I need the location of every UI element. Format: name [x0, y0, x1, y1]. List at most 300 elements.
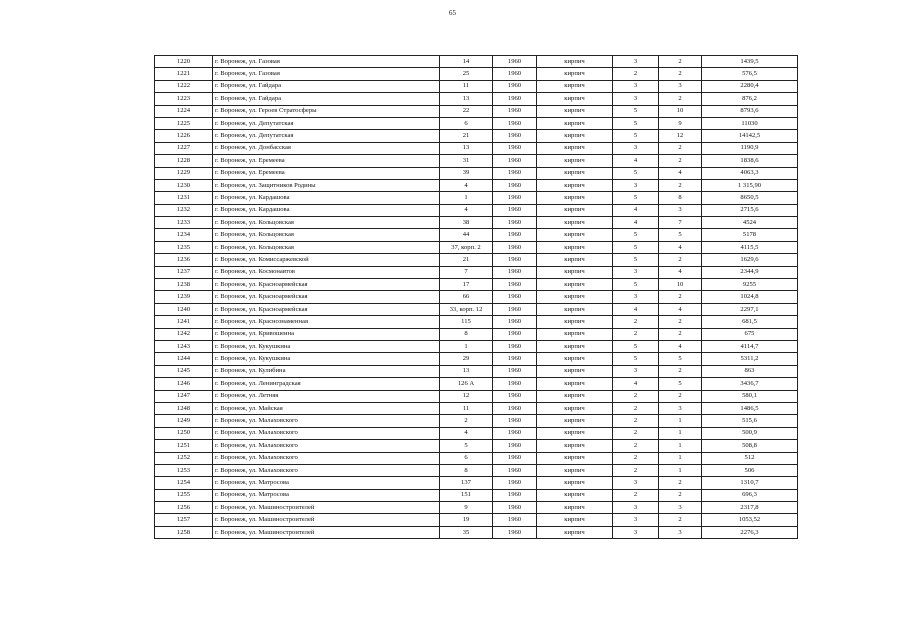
cell-house-number: 126 А	[440, 378, 493, 390]
cell-house-number: 9	[440, 502, 493, 514]
cell-floors: 2	[613, 452, 659, 464]
cell-wall-material: кирпич	[537, 415, 613, 427]
cell-floors: 3	[613, 56, 659, 68]
cell-row-number: 1254	[155, 477, 213, 489]
cell-floors: 5	[613, 117, 659, 129]
cell-year: 1960	[493, 93, 537, 105]
cell-wall-material: кирпич	[537, 142, 613, 154]
table-row	[155, 105, 798, 117]
table-row	[155, 204, 798, 216]
cell-house-number: 35	[440, 526, 493, 538]
table-row	[155, 526, 798, 538]
cell-area: 576,5	[702, 68, 798, 80]
cell-entrances: 2	[659, 68, 702, 80]
cell-wall-material: кирпич	[537, 68, 613, 80]
cell-floors: 3	[613, 80, 659, 92]
cell-floors: 3	[613, 142, 659, 154]
cell-house-number: 8	[440, 464, 493, 476]
cell-entrances: 2	[659, 291, 702, 303]
cell-house-number: 39	[440, 167, 493, 179]
cell-house-number: 38	[440, 217, 493, 229]
cell-row-number: 1234	[155, 229, 213, 241]
cell-entrances: 8	[659, 192, 702, 204]
cell-row-number: 1243	[155, 340, 213, 352]
cell-row-number: 1246	[155, 378, 213, 390]
cell-address: г. Воронеж, ул. Малаховского	[213, 415, 440, 427]
cell-house-number: 7	[440, 266, 493, 278]
cell-area: 1629,6	[702, 254, 798, 266]
cell-floors: 3	[613, 365, 659, 377]
cell-address: г. Воронеж, ул. Кукушкина	[213, 340, 440, 352]
cell-row-number: 1253	[155, 464, 213, 476]
cell-area: 1024,8	[702, 291, 798, 303]
table-row	[155, 440, 798, 452]
cell-entrances: 2	[659, 489, 702, 501]
cell-year: 1960	[493, 427, 537, 439]
housing-registry-table	[154, 55, 798, 539]
cell-row-number: 1257	[155, 514, 213, 526]
cell-wall-material: кирпич	[537, 241, 613, 253]
cell-entrances: 7	[659, 217, 702, 229]
cell-area: 1190,9	[702, 142, 798, 154]
cell-year: 1960	[493, 80, 537, 92]
cell-wall-material: кирпич	[537, 464, 613, 476]
cell-area: 2715,6	[702, 204, 798, 216]
cell-wall-material: кирпич	[537, 340, 613, 352]
table-row	[155, 217, 798, 229]
cell-address: г. Воронеж, ул. Ленинградская	[213, 378, 440, 390]
cell-year: 1960	[493, 241, 537, 253]
cell-address: г. Воронеж, ул. Газовая	[213, 68, 440, 80]
cell-row-number: 1223	[155, 93, 213, 105]
cell-year: 1960	[493, 452, 537, 464]
cell-entrances: 2	[659, 390, 702, 402]
cell-area: 500,9	[702, 427, 798, 439]
cell-house-number: 11	[440, 80, 493, 92]
cell-floors: 2	[613, 402, 659, 414]
cell-year: 1960	[493, 56, 537, 68]
cell-wall-material: кирпич	[537, 254, 613, 266]
cell-address: г. Воронеж, ул. Защитников Родины	[213, 179, 440, 191]
cell-floors: 5	[613, 192, 659, 204]
cell-entrances: 12	[659, 130, 702, 142]
cell-row-number: 1250	[155, 427, 213, 439]
table-row	[155, 365, 798, 377]
cell-house-number: 66	[440, 291, 493, 303]
cell-address: г. Воронеж, ул. Гайдара	[213, 93, 440, 105]
cell-area: 863	[702, 365, 798, 377]
cell-floors: 5	[613, 279, 659, 291]
cell-house-number: 25	[440, 68, 493, 80]
cell-entrances: 2	[659, 477, 702, 489]
table-row	[155, 117, 798, 129]
table-row	[155, 279, 798, 291]
cell-floors: 5	[613, 130, 659, 142]
cell-wall-material: кирпич	[537, 390, 613, 402]
cell-address: г. Воронеж, ул. Кукушкина	[213, 353, 440, 365]
cell-floors: 3	[613, 514, 659, 526]
cell-year: 1960	[493, 353, 537, 365]
cell-floors: 3	[613, 291, 659, 303]
cell-house-number: 11	[440, 402, 493, 414]
cell-entrances: 4	[659, 340, 702, 352]
cell-floors: 2	[613, 390, 659, 402]
cell-house-number: 115	[440, 316, 493, 328]
table-row	[155, 167, 798, 179]
cell-floors: 4	[613, 378, 659, 390]
cell-area: 5311,2	[702, 353, 798, 365]
table-row	[155, 68, 798, 80]
cell-house-number: 151	[440, 489, 493, 501]
cell-floors: 3	[613, 93, 659, 105]
cell-entrances: 3	[659, 402, 702, 414]
cell-house-number: 21	[440, 254, 493, 266]
cell-floors: 3	[613, 266, 659, 278]
cell-address: г. Воронеж, ул. Комиссаржевской	[213, 254, 440, 266]
cell-house-number: 4	[440, 204, 493, 216]
cell-wall-material: кирпич	[537, 155, 613, 167]
cell-row-number: 1239	[155, 291, 213, 303]
cell-year: 1960	[493, 279, 537, 291]
cell-row-number: 1231	[155, 192, 213, 204]
cell-house-number: 13	[440, 142, 493, 154]
table-row	[155, 179, 798, 191]
cell-house-number: 4	[440, 179, 493, 191]
cell-row-number: 1220	[155, 56, 213, 68]
cell-floors: 3	[613, 179, 659, 191]
table-row	[155, 291, 798, 303]
table-body	[155, 56, 798, 539]
cell-row-number: 1255	[155, 489, 213, 501]
cell-entrances: 3	[659, 502, 702, 514]
cell-row-number: 1226	[155, 130, 213, 142]
cell-entrances: 2	[659, 142, 702, 154]
cell-row-number: 1228	[155, 155, 213, 167]
cell-year: 1960	[493, 365, 537, 377]
cell-address: г. Воронеж, ул. Малаховского	[213, 427, 440, 439]
cell-wall-material: кирпич	[537, 514, 613, 526]
cell-area: 3436,7	[702, 378, 798, 390]
cell-entrances: 4	[659, 241, 702, 253]
cell-year: 1960	[493, 142, 537, 154]
cell-house-number: 17	[440, 279, 493, 291]
cell-house-number: 1	[440, 192, 493, 204]
cell-area: 1486,5	[702, 402, 798, 414]
cell-floors: 3	[613, 502, 659, 514]
cell-address: г. Воронеж, ул. Красноармейская	[213, 291, 440, 303]
table-row	[155, 56, 798, 68]
cell-house-number: 6	[440, 452, 493, 464]
cell-row-number: 1241	[155, 316, 213, 328]
cell-area: 681,5	[702, 316, 798, 328]
cell-entrances: 5	[659, 229, 702, 241]
cell-entrances: 3	[659, 204, 702, 216]
cell-floors: 2	[613, 328, 659, 340]
cell-year: 1960	[493, 415, 537, 427]
cell-area: 4115,5	[702, 241, 798, 253]
cell-entrances: 2	[659, 365, 702, 377]
cell-row-number: 1222	[155, 80, 213, 92]
cell-address: г. Воронеж, ул. Депутатская	[213, 130, 440, 142]
cell-address: г. Воронеж, ул. Космонавтов	[213, 266, 440, 278]
cell-floors: 2	[613, 489, 659, 501]
cell-floors: 4	[613, 155, 659, 167]
cell-area: 8650,5	[702, 192, 798, 204]
cell-address: г. Воронеж, ул. Кривошеина	[213, 328, 440, 340]
cell-area: 11030	[702, 117, 798, 129]
table-row	[155, 93, 798, 105]
cell-wall-material: кирпич	[537, 502, 613, 514]
cell-year: 1960	[493, 204, 537, 216]
cell-house-number: 13	[440, 365, 493, 377]
cell-row-number: 1236	[155, 254, 213, 266]
cell-wall-material: кирпич	[537, 378, 613, 390]
cell-floors: 2	[613, 464, 659, 476]
cell-address: г. Воронеж, ул. Матросова	[213, 477, 440, 489]
cell-year: 1960	[493, 130, 537, 142]
cell-entrances: 5	[659, 353, 702, 365]
cell-address: г. Воронеж, ул. Газовая	[213, 56, 440, 68]
cell-area: 515,6	[702, 415, 798, 427]
cell-wall-material: кирпич	[537, 117, 613, 129]
cell-row-number: 1242	[155, 328, 213, 340]
cell-area: 1310,7	[702, 477, 798, 489]
cell-house-number: 37, корп. 2	[440, 241, 493, 253]
cell-row-number: 1256	[155, 502, 213, 514]
cell-year: 1960	[493, 105, 537, 117]
cell-wall-material: кирпич	[537, 192, 613, 204]
cell-wall-material: кирпич	[537, 291, 613, 303]
cell-year: 1960	[493, 378, 537, 390]
cell-entrances: 9	[659, 117, 702, 129]
cell-row-number: 1229	[155, 167, 213, 179]
cell-area: 675	[702, 328, 798, 340]
cell-wall-material: кирпич	[537, 316, 613, 328]
cell-wall-material: кирпич	[537, 526, 613, 538]
cell-year: 1960	[493, 217, 537, 229]
cell-year: 1960	[493, 229, 537, 241]
cell-year: 1960	[493, 117, 537, 129]
cell-address: г. Воронеж, ул. Кольцовская	[213, 241, 440, 253]
cell-floors: 5	[613, 340, 659, 352]
cell-floors: 2	[613, 415, 659, 427]
cell-entrances: 4	[659, 266, 702, 278]
cell-area: 506	[702, 464, 798, 476]
cell-wall-material: кирпич	[537, 303, 613, 315]
cell-row-number: 1224	[155, 105, 213, 117]
cell-row-number: 1230	[155, 179, 213, 191]
cell-wall-material: кирпич	[537, 217, 613, 229]
cell-area: 5178	[702, 229, 798, 241]
cell-year: 1960	[493, 316, 537, 328]
cell-floors: 2	[613, 427, 659, 439]
cell-floors: 4	[613, 204, 659, 216]
cell-house-number: 5	[440, 440, 493, 452]
cell-row-number: 1237	[155, 266, 213, 278]
cell-year: 1960	[493, 179, 537, 191]
cell-area: 1439,5	[702, 56, 798, 68]
cell-row-number: 1249	[155, 415, 213, 427]
cell-entrances: 10	[659, 105, 702, 117]
cell-wall-material: кирпич	[537, 477, 613, 489]
cell-wall-material: кирпич	[537, 93, 613, 105]
cell-entrances: 2	[659, 179, 702, 191]
cell-floors: 4	[613, 217, 659, 229]
table-row	[155, 427, 798, 439]
table-row	[155, 502, 798, 514]
cell-address: г. Воронеж, ул. Кулибина	[213, 365, 440, 377]
table-row	[155, 402, 798, 414]
cell-entrances: 2	[659, 328, 702, 340]
cell-entrances: 1	[659, 415, 702, 427]
cell-address: г. Воронеж, ул. Гайдара	[213, 80, 440, 92]
cell-address: г. Воронеж, ул. Кардашова	[213, 192, 440, 204]
cell-address: г. Воронеж, ул. Еремеева	[213, 167, 440, 179]
cell-entrances: 2	[659, 93, 702, 105]
cell-area: 1 315,90	[702, 179, 798, 191]
cell-floors: 5	[613, 254, 659, 266]
cell-address: г. Воронеж, ул. Красноармейская	[213, 279, 440, 291]
cell-house-number: 12	[440, 390, 493, 402]
cell-entrances: 2	[659, 254, 702, 266]
cell-area: 8793,6	[702, 105, 798, 117]
cell-wall-material: кирпич	[537, 427, 613, 439]
cell-row-number: 1244	[155, 353, 213, 365]
cell-row-number: 1238	[155, 279, 213, 291]
cell-entrances: 2	[659, 316, 702, 328]
cell-house-number: 19	[440, 514, 493, 526]
cell-year: 1960	[493, 390, 537, 402]
cell-year: 1960	[493, 68, 537, 80]
cell-year: 1960	[493, 502, 537, 514]
cell-floors: 5	[613, 353, 659, 365]
cell-house-number: 2	[440, 415, 493, 427]
table-row	[155, 390, 798, 402]
cell-area: 580,1	[702, 390, 798, 402]
cell-year: 1960	[493, 489, 537, 501]
cell-address: г. Воронеж, ул. Героев Стратосферы	[213, 105, 440, 117]
cell-floors: 5	[613, 105, 659, 117]
cell-house-number: 22	[440, 105, 493, 117]
cell-area: 696,3	[702, 489, 798, 501]
cell-wall-material: кирпич	[537, 452, 613, 464]
cell-entrances: 2	[659, 155, 702, 167]
cell-wall-material: кирпич	[537, 328, 613, 340]
cell-year: 1960	[493, 402, 537, 414]
cell-area: 2317,8	[702, 502, 798, 514]
cell-address: г. Воронеж, ул. Красноармейская	[213, 303, 440, 315]
table-row	[155, 328, 798, 340]
cell-wall-material: кирпич	[537, 402, 613, 414]
cell-floors: 5	[613, 167, 659, 179]
cell-area: 2297,1	[702, 303, 798, 315]
table-row	[155, 489, 798, 501]
cell-wall-material: кирпич	[537, 56, 613, 68]
cell-address: г. Воронеж, ул. Машиностроителей	[213, 502, 440, 514]
cell-floors: 4	[613, 303, 659, 315]
cell-year: 1960	[493, 266, 537, 278]
cell-floors: 5	[613, 229, 659, 241]
cell-entrances: 5	[659, 378, 702, 390]
cell-entrances: 10	[659, 279, 702, 291]
cell-year: 1960	[493, 167, 537, 179]
cell-wall-material: кирпич	[537, 489, 613, 501]
cell-address: г. Воронеж, ул. Матросова	[213, 489, 440, 501]
cell-entrances: 1	[659, 440, 702, 452]
table-row	[155, 340, 798, 352]
cell-year: 1960	[493, 526, 537, 538]
table-row	[155, 452, 798, 464]
cell-floors: 3	[613, 526, 659, 538]
cell-row-number: 1235	[155, 241, 213, 253]
table-row	[155, 464, 798, 476]
cell-wall-material: кирпич	[537, 266, 613, 278]
cell-house-number: 31	[440, 155, 493, 167]
cell-wall-material: кирпич	[537, 105, 613, 117]
cell-area: 1838,6	[702, 155, 798, 167]
cell-row-number: 1240	[155, 303, 213, 315]
cell-year: 1960	[493, 303, 537, 315]
table-row	[155, 316, 798, 328]
table-row	[155, 130, 798, 142]
cell-area: 508,8	[702, 440, 798, 452]
cell-year: 1960	[493, 328, 537, 340]
cell-entrances: 1	[659, 427, 702, 439]
cell-area: 4114,7	[702, 340, 798, 352]
table-row	[155, 353, 798, 365]
table-row	[155, 142, 798, 154]
cell-address: г. Воронеж, ул. Депутатская	[213, 117, 440, 129]
page-number: 65	[449, 9, 456, 17]
cell-wall-material: кирпич	[537, 204, 613, 216]
cell-house-number: 21	[440, 130, 493, 142]
table-row	[155, 514, 798, 526]
cell-area: 876,2	[702, 93, 798, 105]
cell-row-number: 1233	[155, 217, 213, 229]
cell-area: 2280,4	[702, 80, 798, 92]
cell-address: г. Воронеж, ул. Еремеева	[213, 155, 440, 167]
cell-year: 1960	[493, 254, 537, 266]
cell-house-number: 13	[440, 93, 493, 105]
cell-wall-material: кирпич	[537, 365, 613, 377]
cell-house-number: 8	[440, 328, 493, 340]
table-row	[155, 378, 798, 390]
cell-address: г. Воронеж, ул. Малаховского	[213, 464, 440, 476]
cell-row-number: 1221	[155, 68, 213, 80]
cell-address: г. Воронеж, ул. Кольцовская	[213, 229, 440, 241]
cell-floors: 2	[613, 316, 659, 328]
cell-area: 4063,3	[702, 167, 798, 179]
cell-house-number: 29	[440, 353, 493, 365]
cell-area: 9255	[702, 279, 798, 291]
cell-house-number: 33, корп. 12	[440, 303, 493, 315]
cell-house-number: 4	[440, 427, 493, 439]
cell-row-number: 1258	[155, 526, 213, 538]
cell-address: г. Воронеж, ул. Летняя	[213, 390, 440, 402]
cell-row-number: 1252	[155, 452, 213, 464]
table-row	[155, 229, 798, 241]
cell-wall-material: кирпич	[537, 353, 613, 365]
cell-floors: 2	[613, 440, 659, 452]
cell-address: г. Воронеж, ул. Малаховского	[213, 440, 440, 452]
table-row	[155, 266, 798, 278]
cell-year: 1960	[493, 477, 537, 489]
cell-area: 2276,3	[702, 526, 798, 538]
cell-row-number: 1227	[155, 142, 213, 154]
cell-wall-material: кирпич	[537, 80, 613, 92]
cell-year: 1960	[493, 440, 537, 452]
table-row	[155, 254, 798, 266]
